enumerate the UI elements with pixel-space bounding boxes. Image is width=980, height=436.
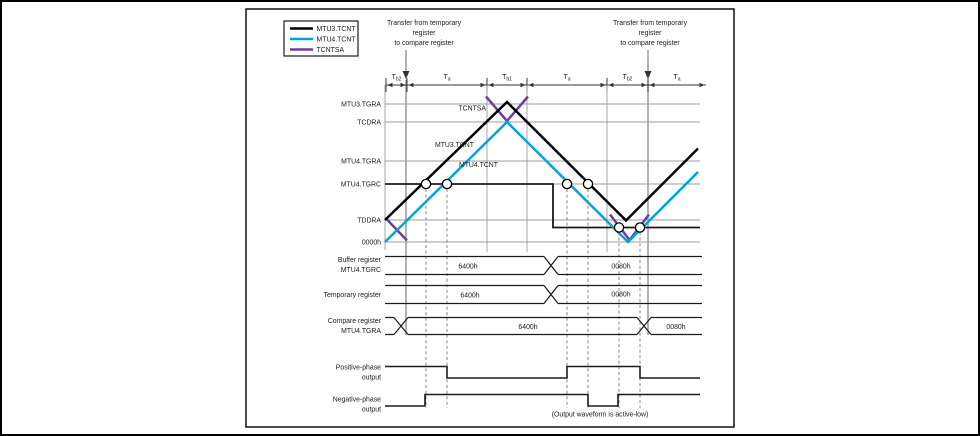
time-label: T: [673, 74, 678, 81]
footnote-active-low: (Output waveform is active-low): [551, 411, 649, 419]
curve-label-mtu3: MTU3.TCNT: [434, 142, 474, 149]
legend-label-tcntsa: TCNTSA: [316, 47, 345, 54]
temporary-value-0080h: 0080h: [611, 291, 631, 299]
legend-label-mtu4: MTU4.TCNT: [316, 36, 356, 44]
buffer-register-label: MTU4.TGRC: [340, 267, 381, 274]
level-label-0000h: 0000h: [361, 239, 381, 247]
buffer-value-0080h: 0080h: [611, 263, 631, 271]
compare-match-circle: [562, 179, 571, 188]
time-label: T: [502, 74, 507, 81]
time-label: T: [563, 74, 568, 81]
compare-value-0080h: 0080h: [666, 324, 686, 331]
positive-phase-label: Positive-phase: [335, 364, 381, 372]
annotation-text: Transfer from temporary: [386, 20, 462, 27]
compare-register-label: MTU4.TGRA: [341, 328, 381, 335]
legend: [284, 21, 358, 56]
time-label-sub: b1: [506, 76, 512, 83]
level-label-mtu4-tgra: MTU4.TGRA: [341, 158, 381, 166]
temporary-register-label: Temporary register: [323, 292, 381, 299]
time-label: T: [443, 74, 448, 81]
annotation-text: Transfer from temporary: [612, 20, 688, 27]
annotation-text: register: [412, 30, 436, 37]
annotation-text: to compare register: [620, 40, 680, 47]
positive-phase-label: output: [361, 374, 381, 382]
level-label-tcdra: TCDRA: [357, 119, 381, 127]
time-label-sub: a: [677, 76, 681, 83]
compare-value-6400h: 6400h: [518, 324, 538, 331]
figure-frame: [246, 9, 734, 427]
buffer-register-label: Buffer register: [337, 257, 381, 264]
legend-label-mtu3: MTU3.TCNT: [316, 26, 356, 33]
negative-phase-label: output: [361, 406, 381, 414]
compare-match-circle: [421, 179, 430, 188]
time-label: T: [391, 74, 396, 81]
time-label-sub: a: [567, 76, 571, 83]
compare-match-circle: [614, 223, 623, 232]
compare-match-circle: [583, 179, 592, 188]
level-label-mtu4-tgrc: MTU4.TGRC: [340, 181, 381, 189]
buffer-value-6400h: 6400h: [458, 263, 478, 271]
curve-label-tcntsa: TCNTSA: [458, 105, 486, 113]
negative-phase-label: Negative-phase: [332, 396, 381, 404]
annotation-text: register: [638, 30, 662, 37]
compare-match-circle: [635, 223, 644, 232]
time-label-sub: b2: [626, 76, 633, 83]
time-label-sub: b2: [395, 76, 402, 83]
compare-register-label: Compare register: [327, 318, 381, 325]
compare-match-circle: [442, 179, 451, 188]
level-label-tddra: TDDRA: [357, 217, 381, 225]
curve-label-mtu4: MTU4.TCNT: [458, 162, 498, 169]
temporary-value-6400h: 6400h: [460, 292, 480, 300]
time-label-sub: a: [447, 76, 451, 83]
annotation-text: to compare register: [394, 40, 454, 47]
time-label: T: [622, 74, 627, 81]
level-label-mtu3-tgra: MTU3.TGRA: [341, 101, 381, 109]
